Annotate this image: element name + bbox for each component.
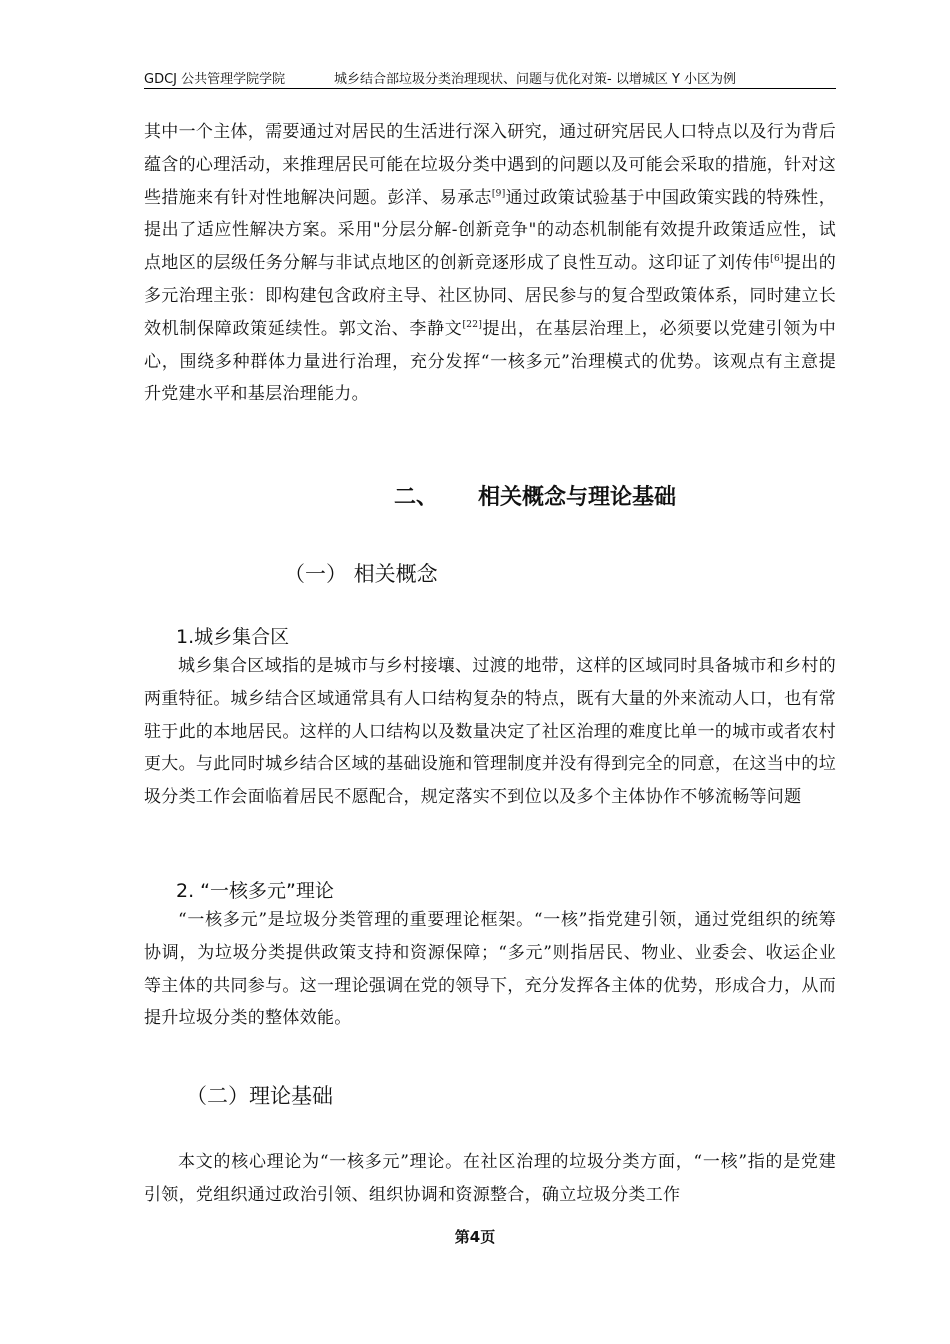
paragraph-continuation	[144, 116, 836, 411]
paragraph-text: 其中一个主体，需要通过对居民的生活进行深入研究，通过研究居民人口特点以及行为背后蕴含的心理活动，来推理居民可能在垃圾分类中遇到的问题以及可能会采取的措施，针对这些措施来有针对性地解决问题。彭洋、易承志	[144, 122, 836, 208]
running-header	[144, 66, 836, 89]
section-title: 相关概念与理论基础	[478, 485, 677, 510]
section-number: 二、	[393, 485, 438, 510]
paragraph-theory: 本文的核心理论为“一核多元”理论。在社区治理的垃圾分类方面，“一核”指的是党建引领，党组织通过政治引领、组织协调和资源整合，确立垃圾分类工作	[144, 1152, 836, 1205]
header-institution: GDCJ 公共管理学院学院	[144, 72, 286, 87]
item-heading-urban-rural: 1.城乡集合区	[176, 626, 290, 648]
citation-ref: [6]	[770, 254, 784, 265]
header-paper-title: 城乡结合部垃圾分类治理现状、问题与优化对策- 以增城区 Y 小区为例	[334, 72, 737, 87]
paragraph-text: 通过政策试验基于中国政策实践的特殊性，提出了适应性解决方案。采用"分层分解-创新竞争"的动态机制能有效提升政策适应性，试点地区的层级任务分解与非试点地区的创新竞逐形成了良性互动。这印证了刘传伟	[144, 187, 837, 274]
citation-ref: [22]	[462, 319, 483, 330]
paragraph-urban-rural: 城乡集合区域指的是城市与乡村接壤、过渡的地带，这样的区域同时具备城市和乡村的两重特征。城乡结合区域通常具有人口结构复杂的特点，既有大量的外来流动人口，也有常驻于此的本地居民。这样的人口结构以及数量决定了社区治理的难度比单一的城市或者农村更大。与此同时城乡结合区域的基础设施和管理制度并没有得到完全的同意，在这当中的垃圾分类工作会面临着居民不愿配合，规定落实不到位以及多个主体协作不够流畅等问题	[144, 656, 836, 808]
subsection-heading-concepts: （一） 相关概念	[284, 562, 438, 586]
section-heading	[0, 480, 950, 511]
citation-ref: [9]	[491, 188, 506, 199]
page-number: 第4页	[454, 1228, 496, 1246]
paragraph-one-core: “一核多元”是垃圾分类管理的重要理论框架。“一核”指党建引领，通过党组织的统筹协调，为垃圾分类提供政策支持和资源保障；“多元”则指居民、物业、业委会、收运企业等主体的共同参与。这一理论强调在党的领导下，充分发挥各主体的优势，形成合力，从而提升垃圾分类的整体效能。	[144, 910, 836, 1029]
item-heading-one-core: 2. “一核多元”理论	[176, 880, 334, 902]
paragraph-text: 提出的多元治理主张：即构建包含政府主导、社区协同、居民参与的复合型政策体系，同时建立长效机制保障政策延续性。郭文治、李静文	[144, 253, 836, 339]
paragraph-text: 提出，在基层治理上，必须要以党建引领为中心，围绕多种群体力量进行治理，充分发挥“一核多元”治理模式的优势。该观点有主意提升党建水平和基层治理能力。	[144, 318, 837, 405]
subsection-heading-theory: （二）理论基础	[186, 1084, 333, 1108]
